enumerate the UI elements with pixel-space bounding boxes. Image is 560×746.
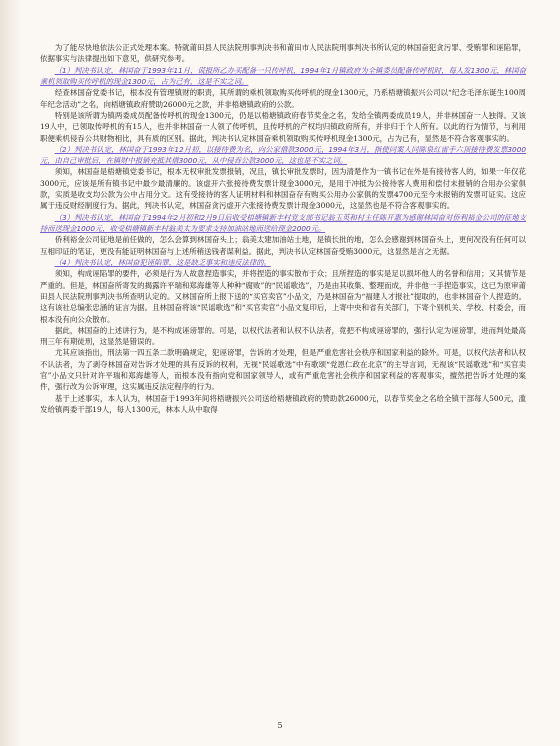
handwritten-text: （4）判决书认定，林国奋犯诬陷罪，这是缺乏事实和违反法律的。 <box>54 257 271 267</box>
handwritten-point-1 <box>40 65 526 88</box>
paragraph-body: 特别是该所谓为镇两委成员配备传呼机的现金1300元，仍是以梧塘镇政府春节奖金之名，发给全镇两委成员19人，并非林国奋一人独得。又该19人中，已领取传呼机的有15人，也并非林国奋一人领了传呼机，且传呼机的产权均归镇政府所有，并非归于个人所有。以此的行为情节，与利用职便乘机侵吞公共财物相比，具有质的区别。据此，判决书认定林国奋乘机领取购买传呼机现金1300元，占为己有，显然是不符合客观事实的。 <box>40 110 526 143</box>
paragraph-body: 基于上述事实，本人认为，林国奋于1993年间将梧塘振兴公司送给梧塘镇政府的赞助款26000元，以春节奖金之名给全镇干部每人500元，滥发给镇两委干部19人，每人1300元，林本人从中取得 <box>40 393 526 414</box>
paragraph-intro: 为了能尽快地依法公正式处理本案。特就莆田县人民法院刑事判决书和莆田市人民法院刑事判决书所认定的林国奋犯贪污罪、受贿罪和诬陷罪，依据事实与法律提出如下意见，供研究参考。 <box>40 43 526 64</box>
paragraph-body: 侨利裕金公司征地是前任做的，怎么会算到林国奋头上；翁美太建加油站土地，是镇长批的地，怎么会感谢到林国奋头上，更何况没有任何可以互相印证的笔证，更没有能证明林国奋与上述所稍送钱者谋利益。据此，判决书认定林国奋受贿3000元，这显然是言之无据。 <box>40 235 526 256</box>
handwritten-text: （3）判决书认定，林国奋于1994年2月初和2月9日后收受梧塘镇新丰村党支部书记翁玉英和村主任陈开惠为感谢林国奋对侨利裕金公司的征地支持而送现金1000元，收受梧塘镇新丰村翁美太为要求支持加油站地而送给现金2000元。 <box>40 212 526 233</box>
document-body <box>40 42 526 415</box>
paragraph-body: 须知，构成诬陷罪的要件，必须是行为人故意捏造事实，并将捏造的事实散布于众；且所捏造的事实是足以损坏他人的名誉和信用；又其情节是严重的。但是，林国奋所寄发的揭露许平瑞和郑海雄等人种种“腐败”的“民谣歌选”，乃是由其收集、整理而成，并非他一手捏造事实，这已为原审莆田县人民法院刑事判决书所查明认定的。又林国奋所上报下送的“买官卖官”小品文，乃是林国奋为“福建人才报社”提取的，也非林国奋个人捏造的。这有该社总编张忠涵的证言为据。且林国奋将该“民谣歌选”和“买官卖官”小品文复印后，上寄中央和省有关部门，下寄个别机关、学校、村委会，而根本没有向公众散布。 <box>40 269 526 324</box>
paragraph-body: 须知，林国奋是梧塘镇党委书记，根本无权审批发票报销，况且，镇长审批发票时，因为清楚作为一镇书记在外是有接待客人的，如果一年仅花3000元，应该是所有镇书记中最少最清廉的。该虚开六张接待费发票计现金3000元，是用于冲抵为公接待客人费用和偿付未报销的合用办公家俱款，实质是收支均公款为公中占用分文。这有受接待的客人证明材料和林国奋存有购买公用办公家俱的发票4700元至今未报销的发票可证实。这应属于违反财经制度行为。据此，判决书认定，林国奋贪污虚开六张接待费发票计现金3000元，这显然也是不符合客观事实的。 <box>40 167 526 211</box>
handwritten-point-2 <box>40 144 526 167</box>
paragraph-body: 尤其应该指出，刑法第一四五条二款明确规定，犯诬谤罪，告诉的才处理，但是严重危害社会秩序和国家利益的除外。可是，以权代法者和认权不认法者，为了剥夺林国奋对告诉才处理的具有反诉的权利，无视“民谣歌选”中有歌颂“党恩仁政在北京”的主导言词，无视该“民谣歌选”和“买官卖官”小品文只针对许平瑞和郑海雄等人，而根本没有指向党和国家领导人，或有严重危害社会秩序和国家利益的客观事实，擅然把告诉才处理的案件，强行改为公诉审理，这实属违反法定程序的行为。 <box>40 348 526 392</box>
handwritten-text: （2）判决书认定，林国奋于1993年12月初，以接待费为名，向公家借款3000元，1994年3月，指使同案人同陈泉红雷手六顶接待费发票3000元，由自己审批后，在镇财中报销充抵其借3000元，从中侵吞公款3000元，这也是不实之词。 <box>40 144 526 166</box>
paragraph-body: 经查林国奋党委书记，根本没有管理镇财的职责，其所谓的乘机领取购买传呼机的现金1300元，乃系梧塘镇振兴公司以“纪念毛泽东诞生100周年纪念活动”之名，向梧塘镇政府赞助26000元之款，并非梧塘镇政府的公款。 <box>40 88 526 109</box>
handwritten-text: （1）判决书认定，林国奋于1993年11月，谎报所乙办买配备一只传呼机，1994年1月镇政府为全镇委员配备传呼机时，每人发1300元，林国奋乘机领取购买传呼机的现金1300元，占为己有，这是不实之词。 <box>40 65 526 86</box>
handwritten-point-4 <box>40 257 526 268</box>
handwritten-point-3 <box>40 212 526 235</box>
page-number: 5 <box>277 721 283 730</box>
paragraph-body: 据此，林国奋的上述讲行为，是不构成诬谤罪的。可是，以权代法者和认权不认法者，竟把不构成诬谤罪的，强行认定为诬谤罪，进而判处最高刑三年有期徒刑，这显然是错误的。 <box>40 325 526 347</box>
